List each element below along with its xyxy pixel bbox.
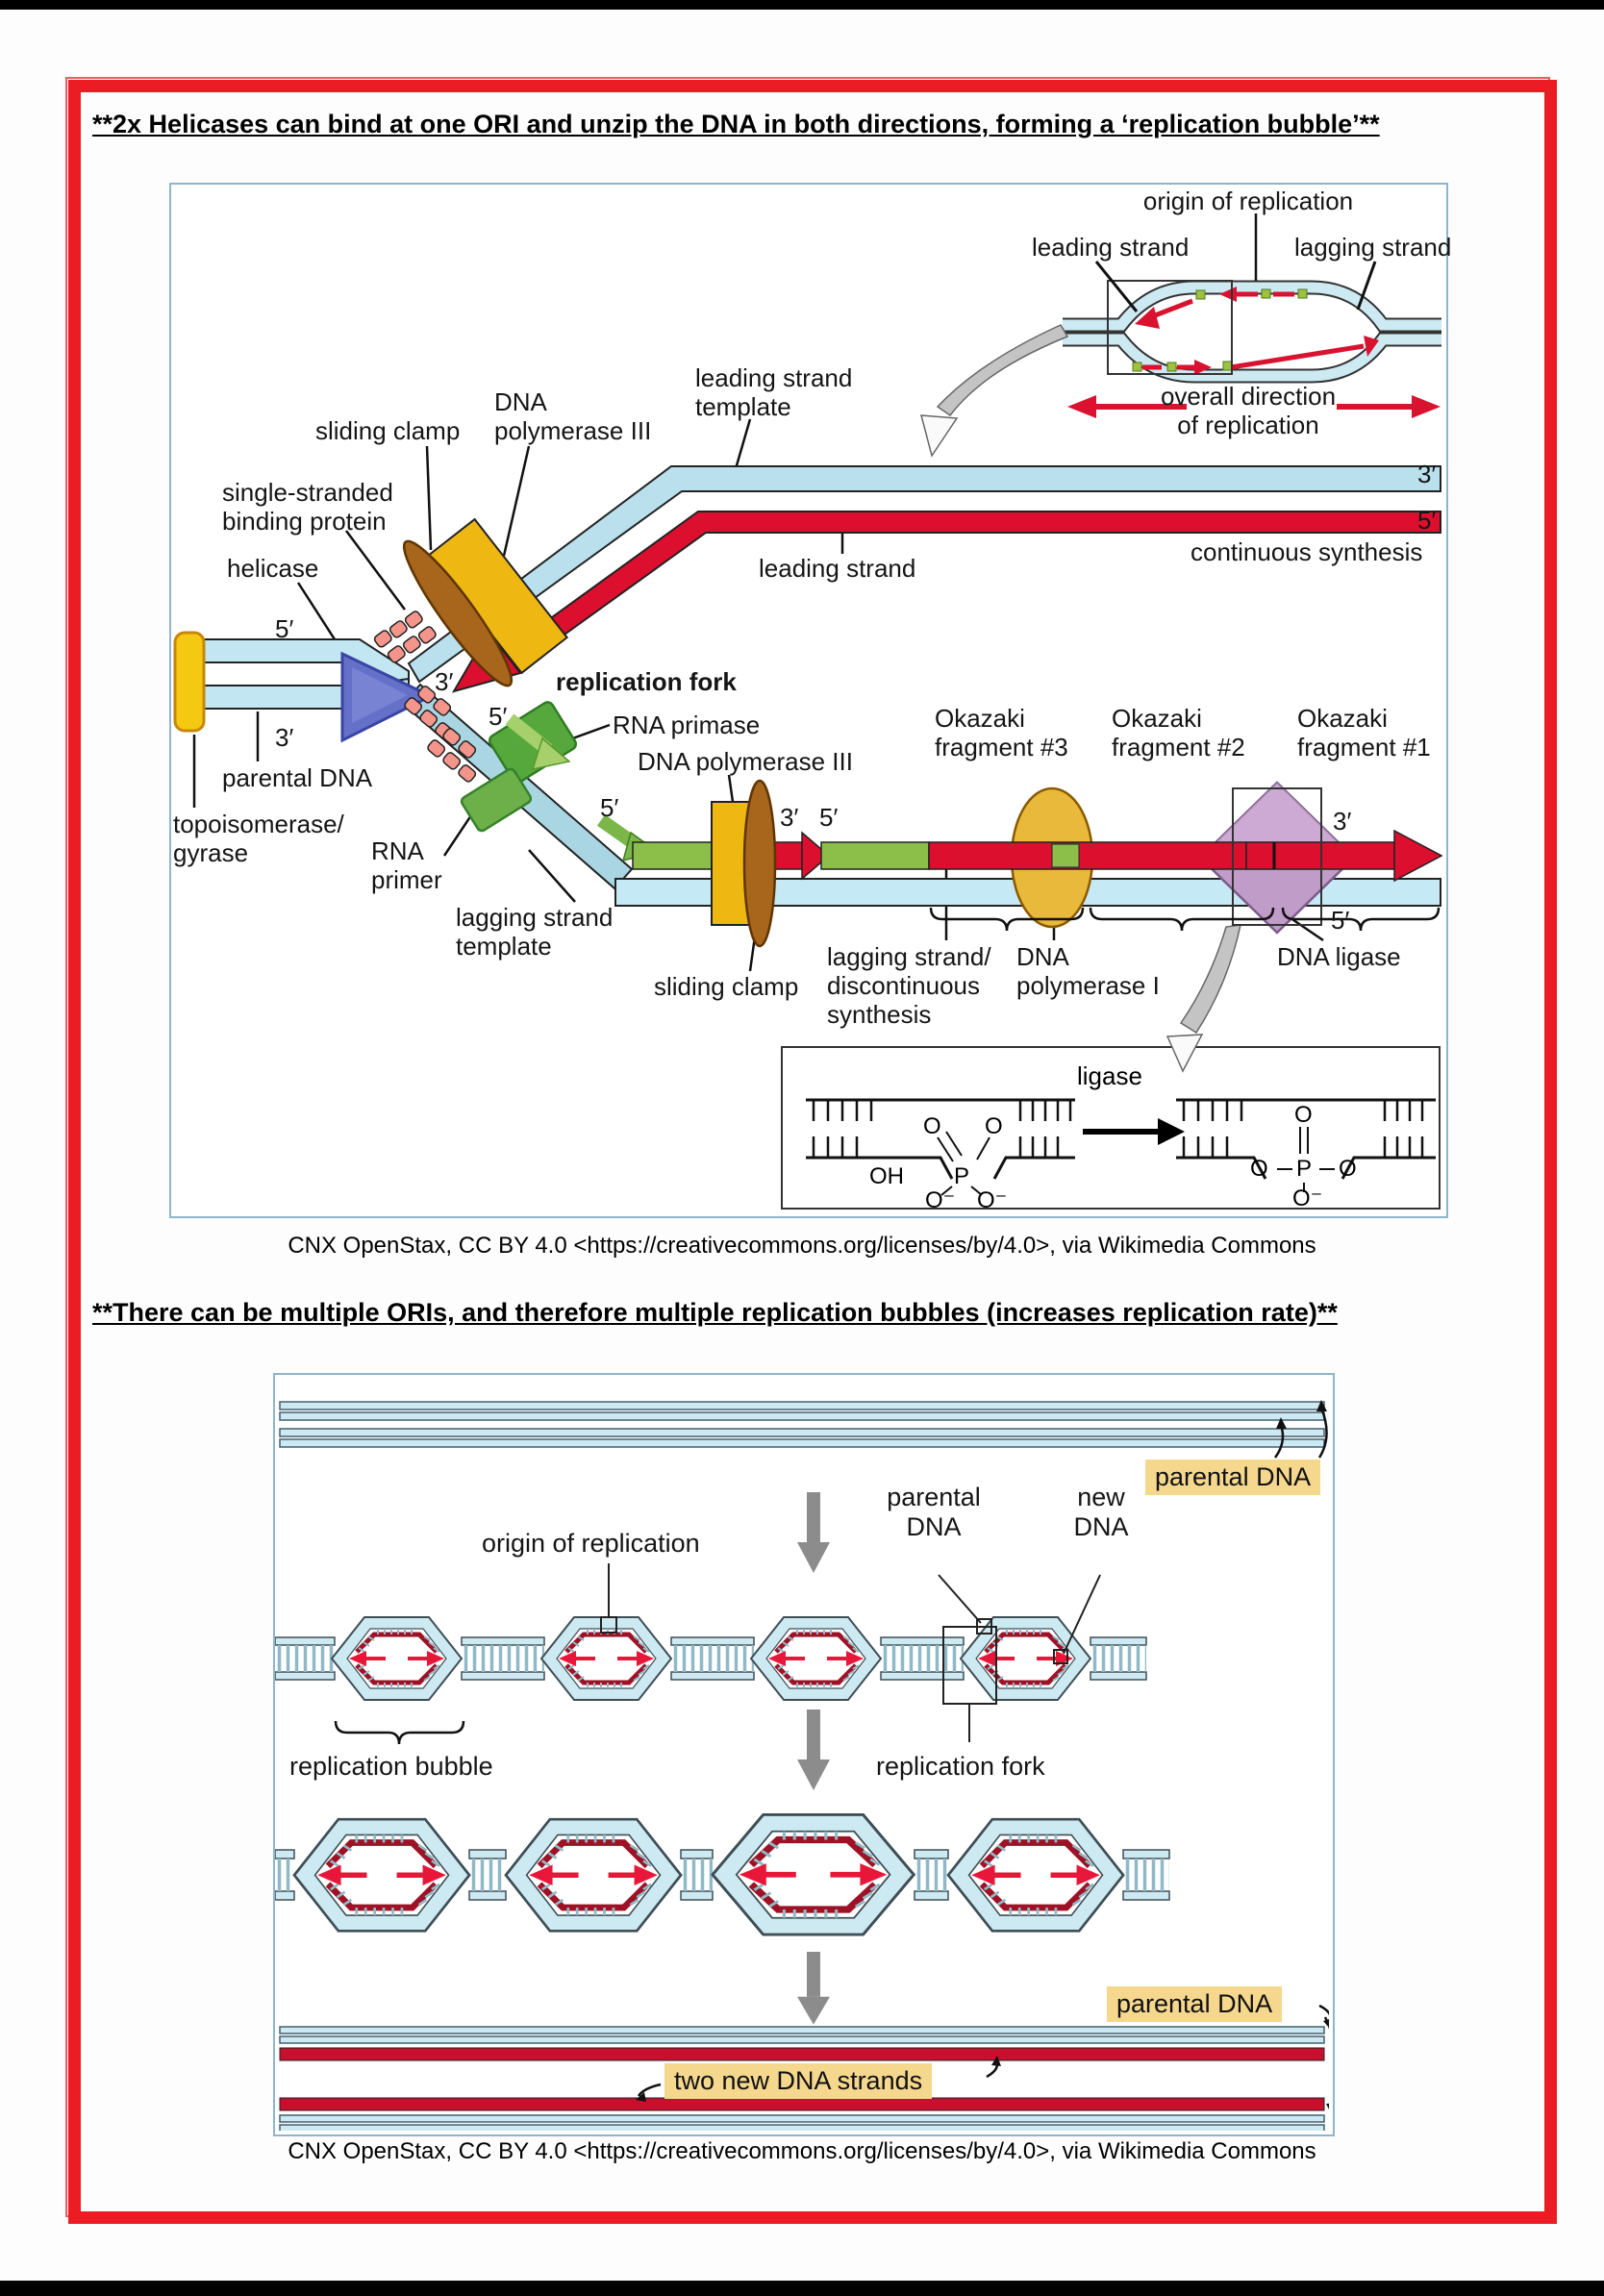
label-leading-strand: leading strand — [759, 554, 916, 583]
label-3prime-mid: 3′ — [780, 803, 799, 832]
label-5prime-right: 5′ — [1417, 506, 1437, 535]
screen-top-bar — [0, 0, 1604, 10]
label-ssb-2: binding protein — [222, 507, 387, 536]
label-rna-primer-2: primer — [371, 865, 442, 894]
label-sliding-clamp-bottom: sliding clamp — [654, 972, 799, 1001]
label-pol3-top-1: DNA — [494, 387, 547, 416]
label-okazaki2-1: Okazaki — [1112, 704, 1202, 733]
label-two-new-strands: two new DNA strands — [664, 2063, 932, 2099]
atom-ominus1: O⁻ — [925, 1187, 956, 1213]
atom-o-top-right: O — [1294, 1102, 1313, 1128]
figure-replication-bubbles — [273, 1373, 1335, 2136]
label-parental-mid-1: parental — [887, 1483, 981, 1511]
label-3prime-lagging: 3′ — [1333, 807, 1352, 836]
topoisomerase-shape — [175, 633, 204, 731]
sliding-clamp-bottom-shape — [744, 781, 775, 946]
atom-p-left: P — [954, 1163, 970, 1189]
label-continuous-synthesis: continuous synthesis — [1190, 537, 1423, 566]
label-parental-dna-bottom: parental DNA — [1107, 1986, 1282, 2022]
label-pol3-top-2: polymerase III — [494, 416, 652, 445]
label-replication-bubble: replication bubble — [289, 1752, 493, 1781]
label-3prime-right: 3′ — [1417, 460, 1437, 488]
label-ligase: ligase — [1077, 1061, 1142, 1090]
label-replication-fork-fig2: replication fork — [876, 1752, 1045, 1781]
gray-arrow-3 — [797, 1952, 830, 2025]
heading-helicases: **2x Helicases can bind at one ORI and unzip the DNA in both directions, forming a ‘replication bubble’** — [92, 110, 1380, 138]
figure-replication-fork — [169, 183, 1452, 1218]
label-lagging-strand-inset: lagging strand — [1294, 233, 1452, 262]
label-topoisomerase-1: topoisomerase/ — [173, 810, 344, 838]
label-dna-ligase: DNA ligase — [1277, 942, 1401, 971]
label-overall-direction-2: of replication — [1177, 411, 1319, 439]
label-okazaki3-2: fragment #3 — [935, 733, 1068, 761]
label-3prime-bottom-left: 3′ — [275, 723, 294, 752]
figure1-diagram-art — [171, 185, 1442, 1212]
label-lagging-discontinuous-1: lagging strand/ — [827, 942, 991, 971]
atom-oh: OH — [869, 1163, 904, 1189]
label-okazaki2-2: fragment #2 — [1112, 733, 1245, 761]
label-replication-fork: replication fork — [556, 667, 737, 696]
label-5prime-lagging: 5′ — [1331, 906, 1350, 935]
screen-bottom-bar — [0, 2281, 1604, 2296]
label-sliding-clamp-top: sliding clamp — [315, 416, 461, 445]
atom-ominus-right: O⁻ — [1292, 1185, 1323, 1211]
label-rna-primer-1: RNA — [371, 836, 424, 865]
label-parental-mid-2: DNA — [906, 1512, 962, 1541]
label-lagging-template-1: lagging strand — [456, 903, 614, 932]
okazaki-braces — [931, 908, 1439, 931]
atom-o-right-right: O — [1339, 1156, 1357, 1182]
label-topoisomerase-2: gyrase — [173, 838, 249, 867]
label-rna-primase: RNA primase — [613, 711, 761, 739]
label-helicase: helicase — [227, 554, 319, 583]
label-new-dna-1: new — [1077, 1483, 1125, 1511]
atom-p-right: P — [1296, 1156, 1313, 1182]
label-5prime-fragment: 5′ — [600, 793, 619, 822]
label-ssb-1: single-stranded — [222, 478, 393, 507]
label-lagging-template-2: template — [456, 932, 552, 961]
label-origin-of-replication: origin of replication — [1142, 187, 1354, 215]
label-leading-strand-inset: leading strand — [1032, 233, 1190, 262]
label-new-dna-2: DNA — [1073, 1512, 1129, 1541]
label-origin-fig2: origin of replication — [482, 1529, 700, 1558]
label-overall-direction-1: overall direction — [1160, 382, 1337, 411]
label-parental-dna-top: parental DNA — [1145, 1460, 1320, 1495]
label-parental-dna: parental DNA — [222, 763, 373, 792]
label-5prime-top-left: 5′ — [275, 614, 294, 643]
label-okazaki1-1: Okazaki — [1297, 704, 1388, 733]
label-5prime-primase: 5′ — [489, 702, 508, 731]
parental-strands-top — [280, 1402, 1324, 1447]
gray-arrow-2 — [797, 1710, 830, 1790]
label-okazaki1-2: fragment #1 — [1297, 733, 1431, 761]
label-pol3-bottom: DNA polymerase III — [638, 747, 853, 776]
atom-o2: O — [985, 1113, 1003, 1139]
atom-o1: O — [923, 1113, 941, 1139]
label-leading-template-2: template — [695, 392, 791, 421]
label-lagging-discontinuous-3: synthesis — [827, 1000, 932, 1029]
label-okazaki3-1: Okazaki — [935, 704, 1025, 733]
bubble-row-1 — [275, 1617, 1146, 1700]
label-5prime-mid: 5′ — [819, 803, 839, 832]
attribution-figure2: CNX OpenStax, CC BY 4.0 <https://creativecommons.org/licenses/by/4.0>, via Wikimedia Commons — [288, 2138, 1316, 2164]
gray-arrow-1 — [797, 1492, 830, 1573]
label-leading-template-1: leading strand — [695, 363, 853, 392]
label-lagging-discontinuous-2: discontinuous — [827, 971, 980, 1000]
label-3prime-fork: 3′ — [435, 667, 454, 696]
label-pol1-2: polymerase I — [1016, 971, 1160, 1000]
label-pol1-1: DNA — [1016, 942, 1069, 971]
attribution-figure1: CNX OpenStax, CC BY 4.0 <https://creativecommons.org/licenses/by/4.0>, via Wikimedia Commons — [288, 1233, 1316, 1259]
bubble-row-2 — [275, 1814, 1169, 1934]
bubble-brace — [336, 1721, 464, 1744]
atom-o-left-right: O — [1250, 1156, 1268, 1182]
atom-ominus2: O⁻ — [977, 1187, 1008, 1213]
heading-multiple-oris: **There can be multiple ORIs, and therefore multiple replication bubbles (increases replication rate)** — [92, 1298, 1338, 1327]
